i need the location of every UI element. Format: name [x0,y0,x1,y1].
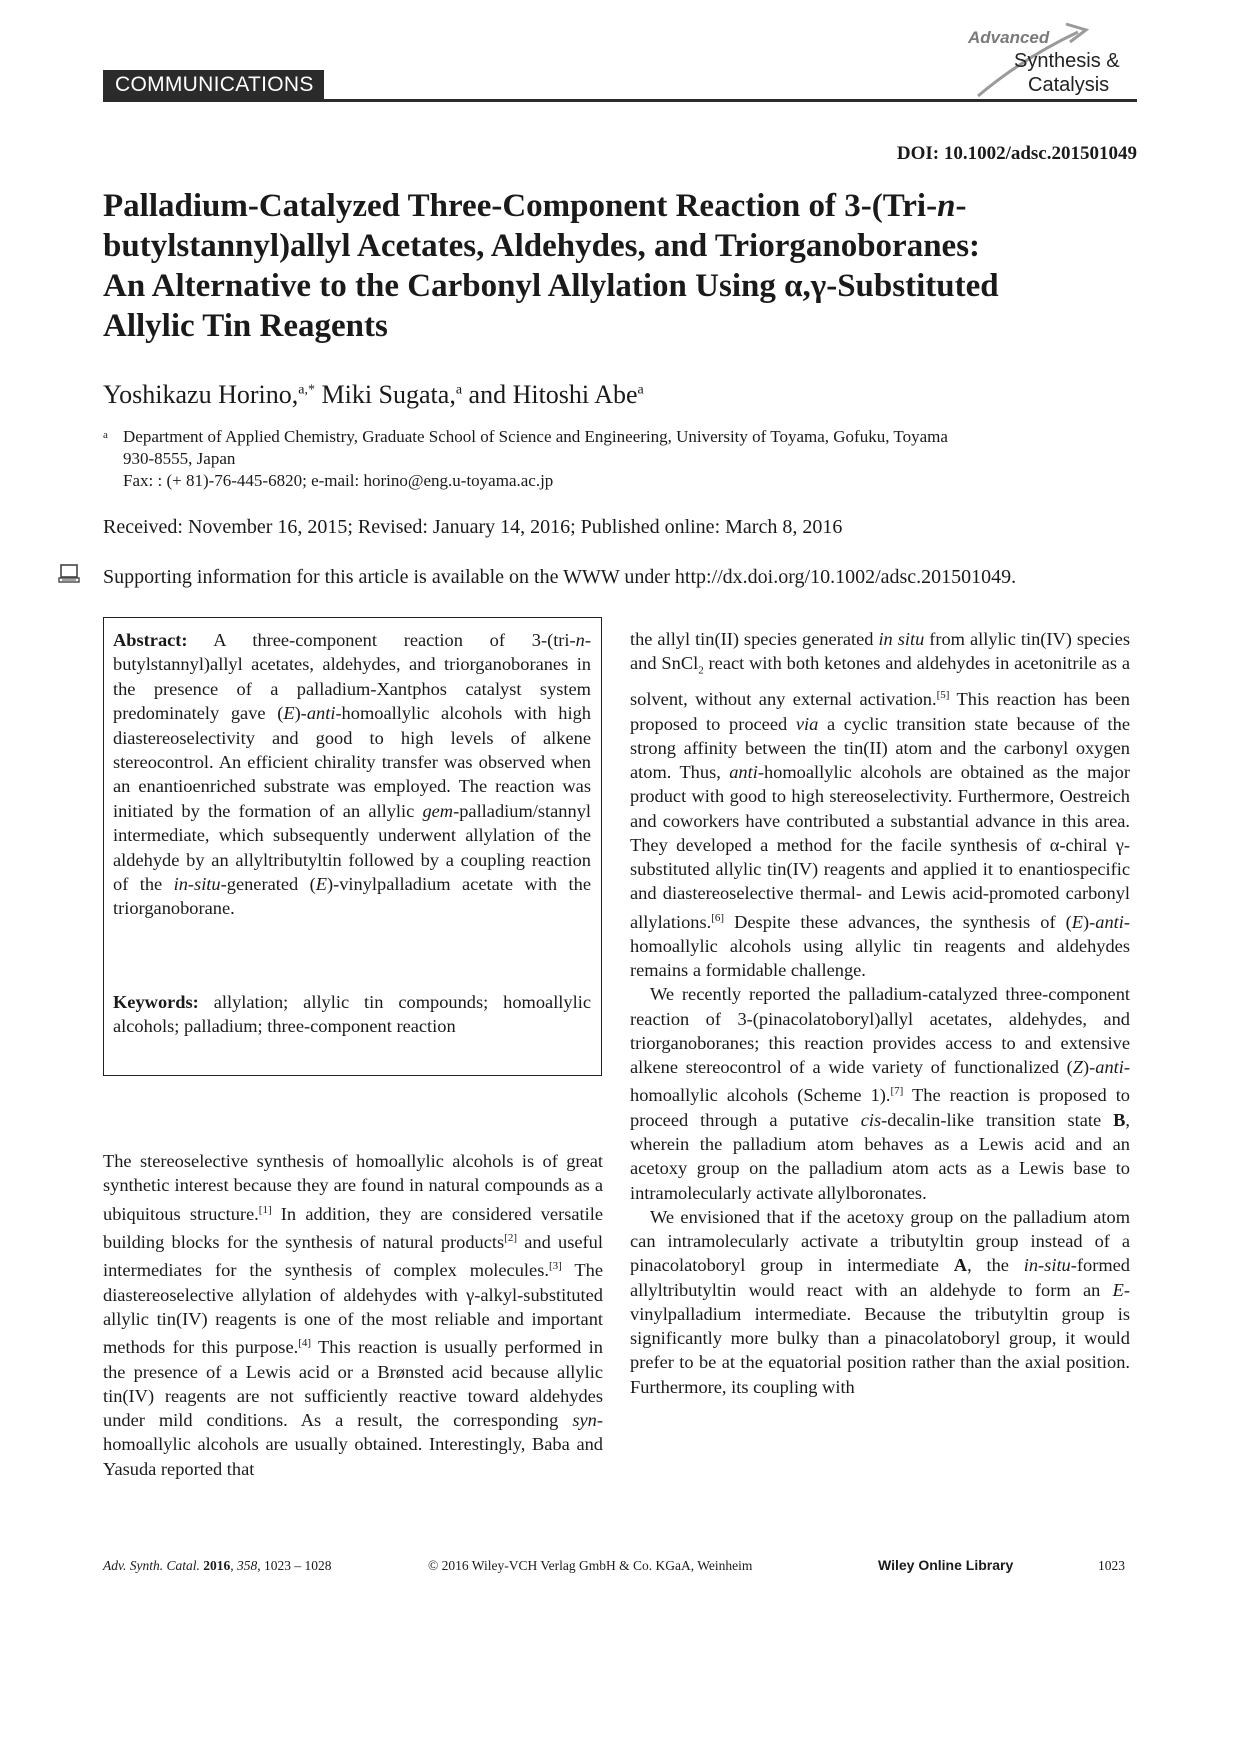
journal-logo[interactable] [968,18,1143,98]
logo-line-advanced: Advanced [968,28,1050,47]
logo-line-synthesis: Synthesis & [1014,50,1120,72]
footer-year: 2016 [203,1558,231,1573]
logo-line-catalysis: Catalysis [1028,74,1110,96]
header-rule [103,99,1137,102]
body-paragraph: We recently reported the palladium-catalyzed three-component reaction of 3-(pinacolatoboryl)allyl acetates, aldehydes, and triorganoboranes; this reaction provides access to and extensive alkene stereocontrol of a wide variety of functionalized (Z)-anti-homoallylic alcohols (Scheme 1).[7] The reaction is proposed to proceed through a putative cis-decalin-like transition state B, wherein the palladium atom behaves as a Lewis acid and an acetoxy group on the palladium atom acts as a Lewis base to intramolecularly activate allylboronates. [630,984,1131,1203]
supporting-information[interactable]: Supporting information for this article is available on the WWW under http://dx.doi.org/10.1002/adsc.201501049. [103,566,1017,588]
footer-copyright: © 2016 Wiley-VCH Verlag GmbH & Co. KGaA, Weinheim [428,1558,753,1573]
footer-pages: 1023 – 1028 [264,1558,332,1573]
author-name: Miki Sugata, [321,380,456,409]
abstract-box [103,617,602,1076]
footer-citation: Adv. Synth. Catal. 2016, 358, 1023 – 1028 [103,1558,332,1573]
publication-dates: Received: November 16, 2015; Revised: January 14, 2016; Published online: March 8, 2016 [103,516,843,538]
affiliation-contact[interactable]: Fax: : (+ 81)-76-445-6820; e-mail: horino@eng.u-toyama.ac.jp [123,471,554,490]
body-paragraph: the allyl tin(II) species generated in situ from allylic tin(IV) species and SnCl$_2$ react with both ketones and aldehydes in acetonitrile as a solvent, without any external activation.[5] This reaction has been proposed to proceed via a cyclic transition state because of the strong affinity between the tin(II) atom and the carbonyl oxygen atom. Thus, anti-homoallylic alcohols are obtained as the major product with good to high stereoselectivity. Furthermore, Oestreich and coworkers have contributed a substantial advance in this area. They developed a method for the facile synthesis of α-chiral γ-substituted allylic tin(IV) reagents and applied it to enantiospecific and diastereoselective thermal- and Lewis acid-promoted carbonyl allylations.[6] Despite these advances, the synthesis of (E)-anti-homoallylic alcohols using allylic tin reagents and aldehydes remains a formidable challenge. [630,629,1131,981]
section-label: COMMUNICATIONS [103,70,324,100]
author-name: Yoshikazu Horino, [103,380,299,409]
body-right-column [630,627,1130,1399]
doi[interactable]: DOI: 10.1002/adsc.201501049 [896,143,1137,164]
footer-wiley-online-library[interactable]: Wiley Online Library [878,1557,1014,1573]
footer-journal: Adv. Synth. Catal. [103,1558,200,1573]
author-name: and Hitoshi Abe [468,380,638,409]
footer-page-number: 1023 [1098,1558,1125,1573]
affiliation-mark: a [103,429,108,441]
computer-icon [58,564,80,584]
body-paragraph: We envisioned that if the acetoxy group on the palladium atom can intramolecularly activate a tributyltin group instead of a pinacolatoboryl group in intermediate A, the in-situ-formed allyltributyltin would react with an aldehyde to form an E-vinylpalladium intermediate. Because the tributyltin group is significantly more bulky than a pinacolatoboryl group, it would prefer to be at the equatorial position rather than the axial position. Furthermore, its coupling with [630,1206,1130,1397]
author-list [103,380,644,410]
author-affiliation-mark: a [455,382,463,398]
body-paragraph: The stereoselective synthesis of homoallylic alcohols is of great synthetic interest because they are found in natural compounds as a ubiquitous structure.[1] In addition, they are considered versatile building blocks for the synthesis of natural products[2] and useful intermediates for the synthesis of complex molecules.[3] The diastereoselective allylation of aldehydes with γ-alkyl-substituted allylic tin(IV) reagents is one of the most reliable and important methods for this purpose.[4] This reaction is usually performed in the presence of a Lewis acid or a Brønsted acid because allylic tin(IV) reagents are not sufficiently reactive toward aldehydes under mild conditions. As a result, the corresponding syn-homoallylic alcohols are usually obtained. Interestingly, Baba and Yasuda reported that [103,1151,604,1479]
body-left-column [103,1149,603,1481]
author-affiliation-mark: a,* [298,382,315,398]
keywords: Keywords: allylation; allylic tin compounds; homoallylic alcohols; palladium; three-component reaction [113,992,591,1037]
abstract-text: Abstract: A three-component reaction of 3-(tri-n-butylstannyl)allyl acetates, aldehydes, and triorganoboranes in the presence of a palladium-Xantphos catalyst system predominately gave (E)-anti-homoallylic alcohols with high diastereoselectivity and good to high levels of alkene stereocontrol. An efficient chirality transfer was observed when an enantioenriched substrate was employed. The reaction was initiated by the formation of an allylic gem-palladium/stannyl intermediate, which subsequently underwent allylation of the aldehyde by an allyltributyltin followed by a coupling reaction of the in-situ-generated (E)-vinylpalladium acetate with the triorganoborane. [113,630,591,919]
article-title: Palladium-Catalyzed Three-Component Reaction of 3-(Tri-n- butylstannyl)allyl Acetates, Aldehydes, and Triorganoboranes: An Alternative to the Carbonyl Allylation Using α,γ-Substituted Allylic Tin Reagents [103,188,999,344]
affiliation-line: 930-8555, Japan [123,449,236,468]
author-affiliation-mark: a [637,382,644,398]
footer-volume: 358 [237,1558,258,1573]
affiliation-line: Department of Applied Chemistry, Graduate School of Science and Engineering, University of Toyama, Gofuku, Toyama [123,427,948,446]
